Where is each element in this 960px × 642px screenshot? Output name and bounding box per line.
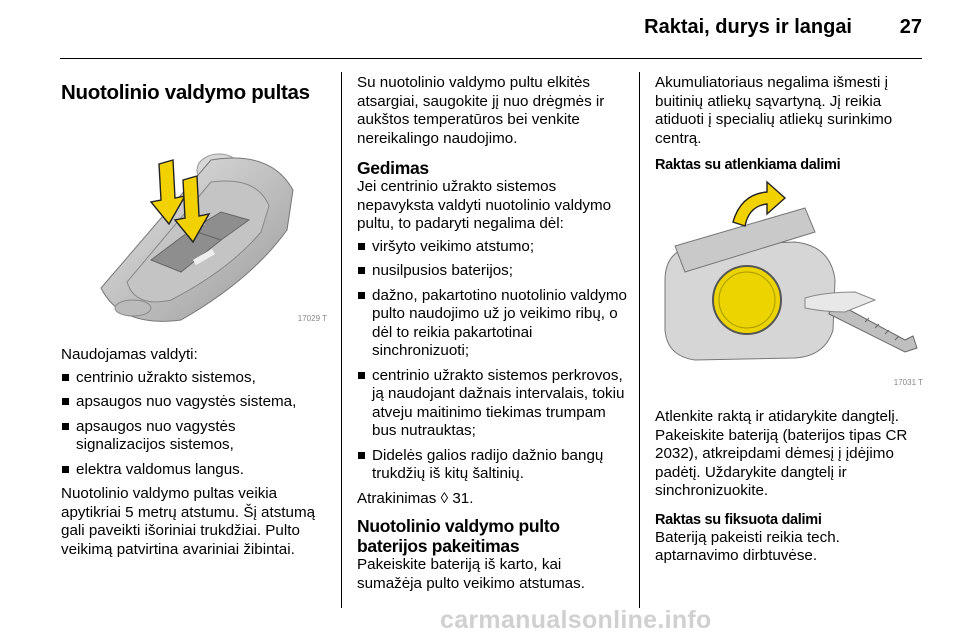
- list-item: apsaugos nuo vagystės signalizacijos sistemos,: [61, 418, 329, 455]
- page-number: 27: [899, 16, 922, 38]
- list-item: nusilpusios baterijos;: [357, 262, 629, 281]
- reference-page[interactable]: 31.: [452, 489, 474, 507]
- range-paragraph: Nuotolinio valdymo pultas veikia apytikriai 5 metrų atstumu. Šį atstumą gali paveikti išoriniai trukdžiai. Pulto veikimą patvirtina avariniai žibintai.: [61, 485, 316, 558]
- reference-text: Atrakinimas: [357, 489, 437, 507]
- fixed-key-title: Raktas su fiksuota dalimi: [655, 511, 822, 528]
- list-item: elektra valdomus langus.: [61, 461, 329, 480]
- list-item: viršyto veikimo atstumo;: [357, 238, 629, 257]
- battery-title: Nuotolinio valdymo pulto baterijos pakeitimas: [357, 516, 560, 556]
- list-item: Didelės galios radijo dažnio bangų trukdžių iš kitų šaltinių.: [357, 447, 629, 484]
- list-item: centrinio užrakto sistemos perkrovos, ją naudojant dažnais intervalais, tokiu atveju maitinimo tiekimas trumpam bus nutrauktas;: [357, 367, 629, 441]
- column-2: [357, 74, 629, 601]
- fault-intro: Jei centrinio užrakto sistemos nepavyksta valdyti nuotolinio valdymo pultu, to padaryti negalima dėl:: [357, 178, 612, 232]
- battery-replacement-figure: [655, 180, 925, 394]
- folding-key-title: Raktas su atlenkiama dalimi: [655, 157, 841, 173]
- disposal-paragraph: Akumuliatoriaus negalima išmesti į buitinių atliekų sąvartyną. Jį reikia atiduoti į specialių atliekų surinkimo centrą.: [655, 74, 893, 147]
- figure-code: 17029 T: [297, 313, 327, 323]
- remote-key-illustration: [61, 120, 329, 330]
- reference-arrow-icon: ◊: [440, 489, 449, 507]
- watermark: carmanualsonline.info: [440, 606, 712, 634]
- column-divider: [341, 72, 342, 608]
- chapter-title: Raktai, durys ir langai: [644, 16, 852, 38]
- header-rule: [60, 58, 922, 59]
- cross-reference: [357, 490, 629, 509]
- battery-paragraph: Pakeiskite bateriją iš karto, kai sumažėja pulto veikimo atstumas.: [357, 556, 585, 592]
- section-title: Nuotolinio valdymo pultas: [61, 81, 310, 104]
- folding-key-illustration: [655, 180, 925, 394]
- list-item: centrinio užrakto sistemos,: [61, 369, 329, 388]
- fault-title: Gedimas: [357, 158, 429, 178]
- column-1: [61, 74, 329, 567]
- figure-code: 17031 T: [893, 377, 923, 387]
- list-item: dažno, pakartotino nuotolinio valdymo pulto naudojimo už jo veikimo ribų, o dėl to reikia pakartotinai sinchronizuoti;: [357, 287, 629, 361]
- column-3: [655, 74, 927, 574]
- list-item: apsaugos nuo vagystės sistema,: [61, 393, 329, 412]
- fault-list: [357, 238, 629, 484]
- page-header: [0, 0, 960, 60]
- remote-control-figure: [61, 120, 329, 330]
- folding-key-paragraph: Atlenkite raktą ir atidarykite dangtelį. Pakeiskite bateriją (baterijos tipas CR 2032), atkreipdami dėmesį į įdėjimo padėtį. Uždarykite dangtelį ir sinchronizuokite.: [655, 408, 908, 499]
- intro-text: Naudojamas valdyti:: [61, 346, 198, 363]
- fixed-key-paragraph: Bateriją pakeisti reikia tech. aptarnavimo dirbtuvėse.: [655, 528, 840, 564]
- care-paragraph: Su nuotolinio valdymo pultu elkitės atsargiai, saugokite jį nuo drėgmės ir aukštos temperatūros bei venkite nereikalingo naudojimo.: [357, 74, 605, 147]
- usage-list: [61, 369, 329, 480]
- column-divider: [639, 72, 640, 608]
